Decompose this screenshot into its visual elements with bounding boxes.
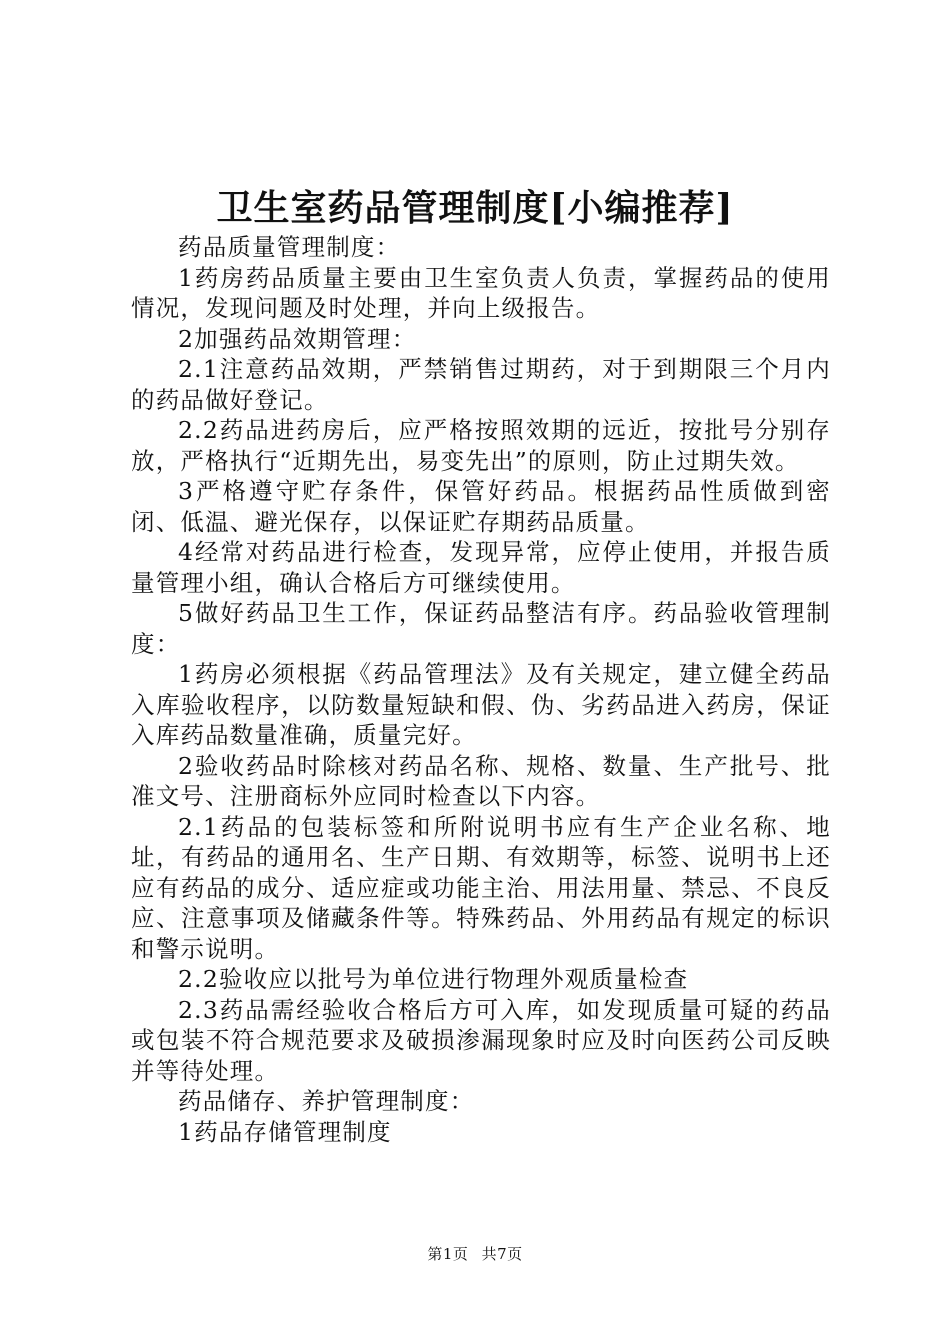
body-paragraph: 1药房药品质量主要由卫生室负责人负责，掌握药品的使用情况，发现问题及时处理，并向上级报告。 <box>131 263 831 322</box>
body-paragraph: 5做好药品卫生工作，保证药品整洁有序。药品验收管理制度： <box>131 599 831 658</box>
body-paragraph: 4经常对药品进行检查，发现异常，应停止使用，并报告质量管理小组，确认合格后方可继续使用。 <box>131 538 831 597</box>
body-paragraph: 药品质量管理制度： <box>178 233 401 261</box>
page-footer <box>0 1244 950 1264</box>
body-paragraph: 1药品存储管理制度 <box>178 1117 392 1146</box>
body-paragraph: 2.2药品进药房后，应严格按照效期的远近，按批号分别存放，严格执行“近期先出，易变先出”的原则，防止过期失效。 <box>131 416 831 475</box>
page-total: 共7页 <box>481 1245 523 1263</box>
page-number: 第1页 <box>427 1245 469 1263</box>
body-paragraph: 1药房必须根据《药品管理法》及有关规定，建立健全药品入库验收程序，以防数量短缺和假、伪、劣药品进入药房，保证入库药品数量准确，质量完好。 <box>131 660 831 749</box>
body-paragraph: 药品储存、养护管理制度： <box>178 1087 475 1115</box>
document-body <box>131 232 831 1147</box>
body-paragraph: 2.1药品的包装标签和所附说明书应有生产企业名称、地址，有药品的通用名、生产日期、有效期等，标签、说明书上还应有药品的成分、适应症或功能主治、用法用量、禁忌、不良反应、注意事项及储藏条件等。特殊药品、外用药品有规定的标识和警示说明。 <box>131 812 831 963</box>
body-paragraph: 3严格遵守贮存条件，保管好药品。根据药品性质做到密闭、低温、避光保存，以保证贮存期药品质量。 <box>131 477 831 536</box>
document-title: 卫生室药品管理制度[小编推荐] <box>216 187 734 229</box>
body-paragraph: 2加强药品效期管理： <box>178 324 417 353</box>
body-paragraph: 2.1注意药品效期，严禁销售过期药，对于到期限三个月内的药品做好登记。 <box>131 355 831 414</box>
body-paragraph: 2.2验收应以批号为单位进行物理外观质量检查 <box>178 965 689 993</box>
body-paragraph: 2验收药品时除核对药品名称、规格、数量、生产批号、批准文号、注册商标外应同时检查以下内容。 <box>131 751 831 810</box>
body-paragraph: 2.3药品需经验收合格后方可入库，如发现质量可疑的药品或包装不符合规范要求及破损渗漏现象时应及时向医药公司反映并等待处理。 <box>131 995 831 1085</box>
